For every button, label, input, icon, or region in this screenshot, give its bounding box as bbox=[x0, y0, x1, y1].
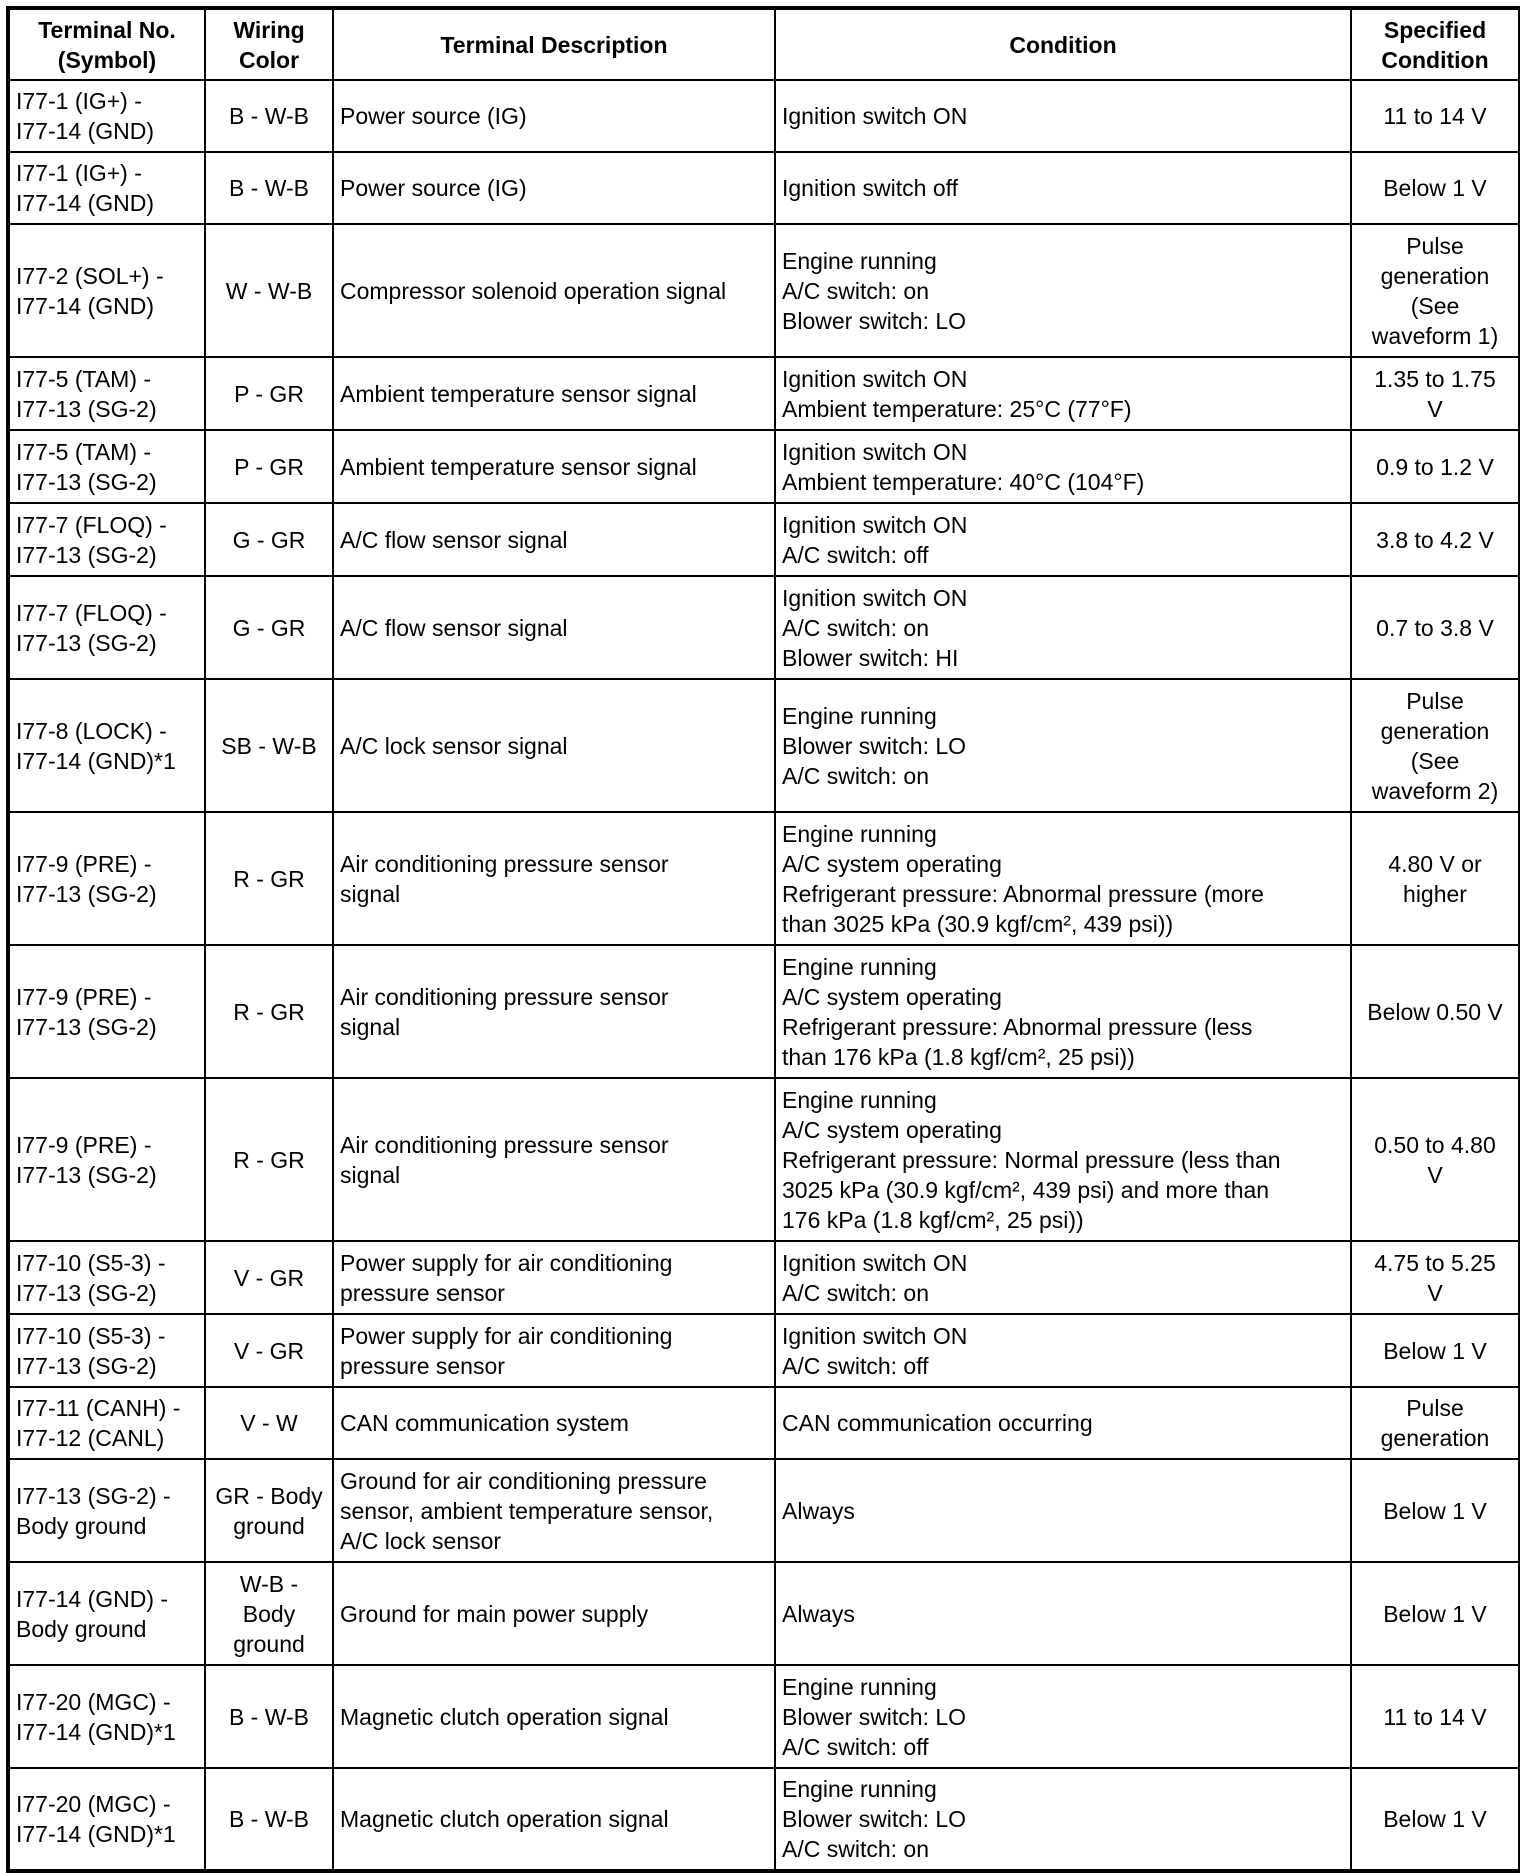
table-row bbox=[8, 945, 1520, 1078]
table-row bbox=[8, 1562, 1520, 1665]
cell-wiring-color: B - W-B bbox=[205, 1665, 333, 1768]
cell-description: Compressor solenoid operation signal bbox=[333, 224, 775, 357]
cell-specified-condition: 3.8 to 4.2 V bbox=[1351, 503, 1520, 576]
cell-terminal: I77-5 (TAM) - I77-13 (SG-2) bbox=[8, 430, 205, 503]
cell-condition: Ignition switch ON Ambient temperature: 25°C (77°F) bbox=[775, 357, 1351, 430]
cell-condition: Ignition switch ON A/C switch: on bbox=[775, 1241, 1351, 1314]
cell-specified-condition: 4.75 to 5.25 V bbox=[1351, 1241, 1520, 1314]
cell-terminal: I77-2 (SOL+) - I77-14 (GND) bbox=[8, 224, 205, 357]
table-row bbox=[8, 1314, 1520, 1387]
cell-specified-condition: 4.80 V or higher bbox=[1351, 812, 1520, 945]
table-row bbox=[8, 1665, 1520, 1768]
cell-description: Power source (IG) bbox=[333, 152, 775, 224]
header-description: Terminal Description bbox=[333, 8, 775, 80]
cell-terminal: I77-10 (S5-3) - I77-13 (SG-2) bbox=[8, 1314, 205, 1387]
table-row bbox=[8, 576, 1520, 679]
cell-wiring-color: G - GR bbox=[205, 576, 333, 679]
cell-wiring-color: P - GR bbox=[205, 430, 333, 503]
cell-specified-condition: Below 1 V bbox=[1351, 1459, 1520, 1562]
cell-condition: Always bbox=[775, 1562, 1351, 1665]
cell-terminal: I77-7 (FLOQ) - I77-13 (SG-2) bbox=[8, 503, 205, 576]
cell-description: CAN communication system bbox=[333, 1387, 775, 1459]
cell-description: Air conditioning pressure sensor signal bbox=[333, 1078, 775, 1241]
cell-specified-condition: 11 to 14 V bbox=[1351, 80, 1520, 152]
cell-condition: Engine running Blower switch: LO A/C switch: on bbox=[775, 1768, 1351, 1871]
cell-description: A/C flow sensor signal bbox=[333, 503, 775, 576]
table-row bbox=[8, 357, 1520, 430]
cell-terminal: I77-7 (FLOQ) - I77-13 (SG-2) bbox=[8, 576, 205, 679]
cell-description: A/C lock sensor signal bbox=[333, 679, 775, 812]
cell-specified-condition: Pulse generation (See waveform 2) bbox=[1351, 679, 1520, 812]
cell-specified-condition: 0.50 to 4.80 V bbox=[1351, 1078, 1520, 1241]
cell-description: Power source (IG) bbox=[333, 80, 775, 152]
cell-specified-condition: 0.9 to 1.2 V bbox=[1351, 430, 1520, 503]
table-row bbox=[8, 224, 1520, 357]
cell-terminal: I77-9 (PRE) - I77-13 (SG-2) bbox=[8, 1078, 205, 1241]
cell-terminal: I77-20 (MGC) - I77-14 (GND)*1 bbox=[8, 1665, 205, 1768]
table-row bbox=[8, 812, 1520, 945]
cell-condition: Engine running A/C system operating Refrigerant pressure: Normal pressure (less than 3025 kPa (30.9 kgf/cm², 439 psi) and more than 176 kPa (1.8 kgf/cm², 25 psi)) bbox=[775, 1078, 1351, 1241]
cell-wiring-color: R - GR bbox=[205, 812, 333, 945]
cell-terminal: I77-9 (PRE) - I77-13 (SG-2) bbox=[8, 945, 205, 1078]
cell-condition: Ignition switch ON A/C switch: on Blower switch: HI bbox=[775, 576, 1351, 679]
cell-condition: Ignition switch ON Ambient temperature: 40°C (104°F) bbox=[775, 430, 1351, 503]
cell-specified-condition: 1.35 to 1.75 V bbox=[1351, 357, 1520, 430]
table-row bbox=[8, 1459, 1520, 1562]
cell-wiring-color: W - W-B bbox=[205, 224, 333, 357]
table-row bbox=[8, 679, 1520, 812]
cell-specified-condition: 11 to 14 V bbox=[1351, 1665, 1520, 1768]
cell-condition: Engine running Blower switch: LO A/C switch: off bbox=[775, 1665, 1351, 1768]
cell-terminal: I77-9 (PRE) - I77-13 (SG-2) bbox=[8, 812, 205, 945]
cell-description: Magnetic clutch operation signal bbox=[333, 1665, 775, 1768]
table-row bbox=[8, 430, 1520, 503]
cell-condition: Ignition switch ON bbox=[775, 80, 1351, 152]
cell-specified-condition: Below 1 V bbox=[1351, 152, 1520, 224]
cell-description: Ambient temperature sensor signal bbox=[333, 357, 775, 430]
table-row bbox=[8, 152, 1520, 224]
cell-description: A/C flow sensor signal bbox=[333, 576, 775, 679]
cell-description: Power supply for air conditioning pressure sensor bbox=[333, 1314, 775, 1387]
table-row bbox=[8, 503, 1520, 576]
cell-description: Power supply for air conditioning pressure sensor bbox=[333, 1241, 775, 1314]
cell-wiring-color: G - GR bbox=[205, 503, 333, 576]
cell-wiring-color: B - W-B bbox=[205, 152, 333, 224]
terminal-inspection-table bbox=[6, 6, 1520, 1873]
cell-description: Air conditioning pressure sensor signal bbox=[333, 945, 775, 1078]
cell-condition: Ignition switch off bbox=[775, 152, 1351, 224]
header-row bbox=[8, 8, 1520, 80]
table-row bbox=[8, 80, 1520, 152]
cell-specified-condition: Below 1 V bbox=[1351, 1562, 1520, 1665]
cell-wiring-color: V - W bbox=[205, 1387, 333, 1459]
cell-description: Ground for main power supply bbox=[333, 1562, 775, 1665]
header-specified: Specified Condition bbox=[1351, 8, 1520, 80]
cell-condition: Ignition switch ON A/C switch: off bbox=[775, 1314, 1351, 1387]
cell-condition: CAN communication occurring bbox=[775, 1387, 1351, 1459]
cell-condition: Ignition switch ON A/C switch: off bbox=[775, 503, 1351, 576]
cell-wiring-color: GR - Body ground bbox=[205, 1459, 333, 1562]
cell-terminal: I77-8 (LOCK) - I77-14 (GND)*1 bbox=[8, 679, 205, 812]
cell-description: Air conditioning pressure sensor signal bbox=[333, 812, 775, 945]
cell-condition: Always bbox=[775, 1459, 1351, 1562]
header-terminal: Terminal No. (Symbol) bbox=[8, 8, 205, 80]
cell-condition: Engine running A/C switch: on Blower switch: LO bbox=[775, 224, 1351, 357]
cell-specified-condition: Below 1 V bbox=[1351, 1314, 1520, 1387]
cell-terminal: I77-1 (IG+) - I77-14 (GND) bbox=[8, 80, 205, 152]
cell-wiring-color: SB - W-B bbox=[205, 679, 333, 812]
cell-wiring-color: P - GR bbox=[205, 357, 333, 430]
cell-condition: Engine running A/C system operating Refrigerant pressure: Abnormal pressure (less than 176 kPa (1.8 kgf/cm², 25 psi)) bbox=[775, 945, 1351, 1078]
cell-specified-condition: Pulse generation bbox=[1351, 1387, 1520, 1459]
cell-terminal: I77-5 (TAM) - I77-13 (SG-2) bbox=[8, 357, 205, 430]
cell-specified-condition: Pulse generation (See waveform 1) bbox=[1351, 224, 1520, 357]
cell-description: Ground for air conditioning pressure sensor, ambient temperature sensor, A/C lock sensor bbox=[333, 1459, 775, 1562]
cell-terminal: I77-13 (SG-2) - Body ground bbox=[8, 1459, 205, 1562]
cell-terminal: I77-14 (GND) - Body ground bbox=[8, 1562, 205, 1665]
cell-wiring-color: B - W-B bbox=[205, 1768, 333, 1871]
cell-wiring-color: V - GR bbox=[205, 1241, 333, 1314]
cell-specified-condition: 0.7 to 3.8 V bbox=[1351, 576, 1520, 679]
cell-wiring-color: B - W-B bbox=[205, 80, 333, 152]
cell-wiring-color: R - GR bbox=[205, 1078, 333, 1241]
cell-terminal: I77-1 (IG+) - I77-14 (GND) bbox=[8, 152, 205, 224]
header-wiring-color: Wiring Color bbox=[205, 8, 333, 80]
cell-specified-condition: Below 0.50 V bbox=[1351, 945, 1520, 1078]
cell-description: Magnetic clutch operation signal bbox=[333, 1768, 775, 1871]
cell-specified-condition: Below 1 V bbox=[1351, 1768, 1520, 1871]
table-row bbox=[8, 1768, 1520, 1871]
cell-wiring-color: V - GR bbox=[205, 1314, 333, 1387]
cell-wiring-color: W-B - Body ground bbox=[205, 1562, 333, 1665]
table-row bbox=[8, 1241, 1520, 1314]
table-row bbox=[8, 1387, 1520, 1459]
table-row bbox=[8, 1078, 1520, 1241]
cell-wiring-color: R - GR bbox=[205, 945, 333, 1078]
cell-terminal: I77-20 (MGC) - I77-14 (GND)*1 bbox=[8, 1768, 205, 1871]
cell-condition: Engine running Blower switch: LO A/C switch: on bbox=[775, 679, 1351, 812]
header-condition: Condition bbox=[775, 8, 1351, 80]
cell-terminal: I77-11 (CANH) - I77-12 (CANL) bbox=[8, 1387, 205, 1459]
cell-description: Ambient temperature sensor signal bbox=[333, 430, 775, 503]
cell-terminal: I77-10 (S5-3) - I77-13 (SG-2) bbox=[8, 1241, 205, 1314]
cell-condition: Engine running A/C system operating Refrigerant pressure: Abnormal pressure (more than 3025 kPa (30.9 kgf/cm², 439 psi)) bbox=[775, 812, 1351, 945]
